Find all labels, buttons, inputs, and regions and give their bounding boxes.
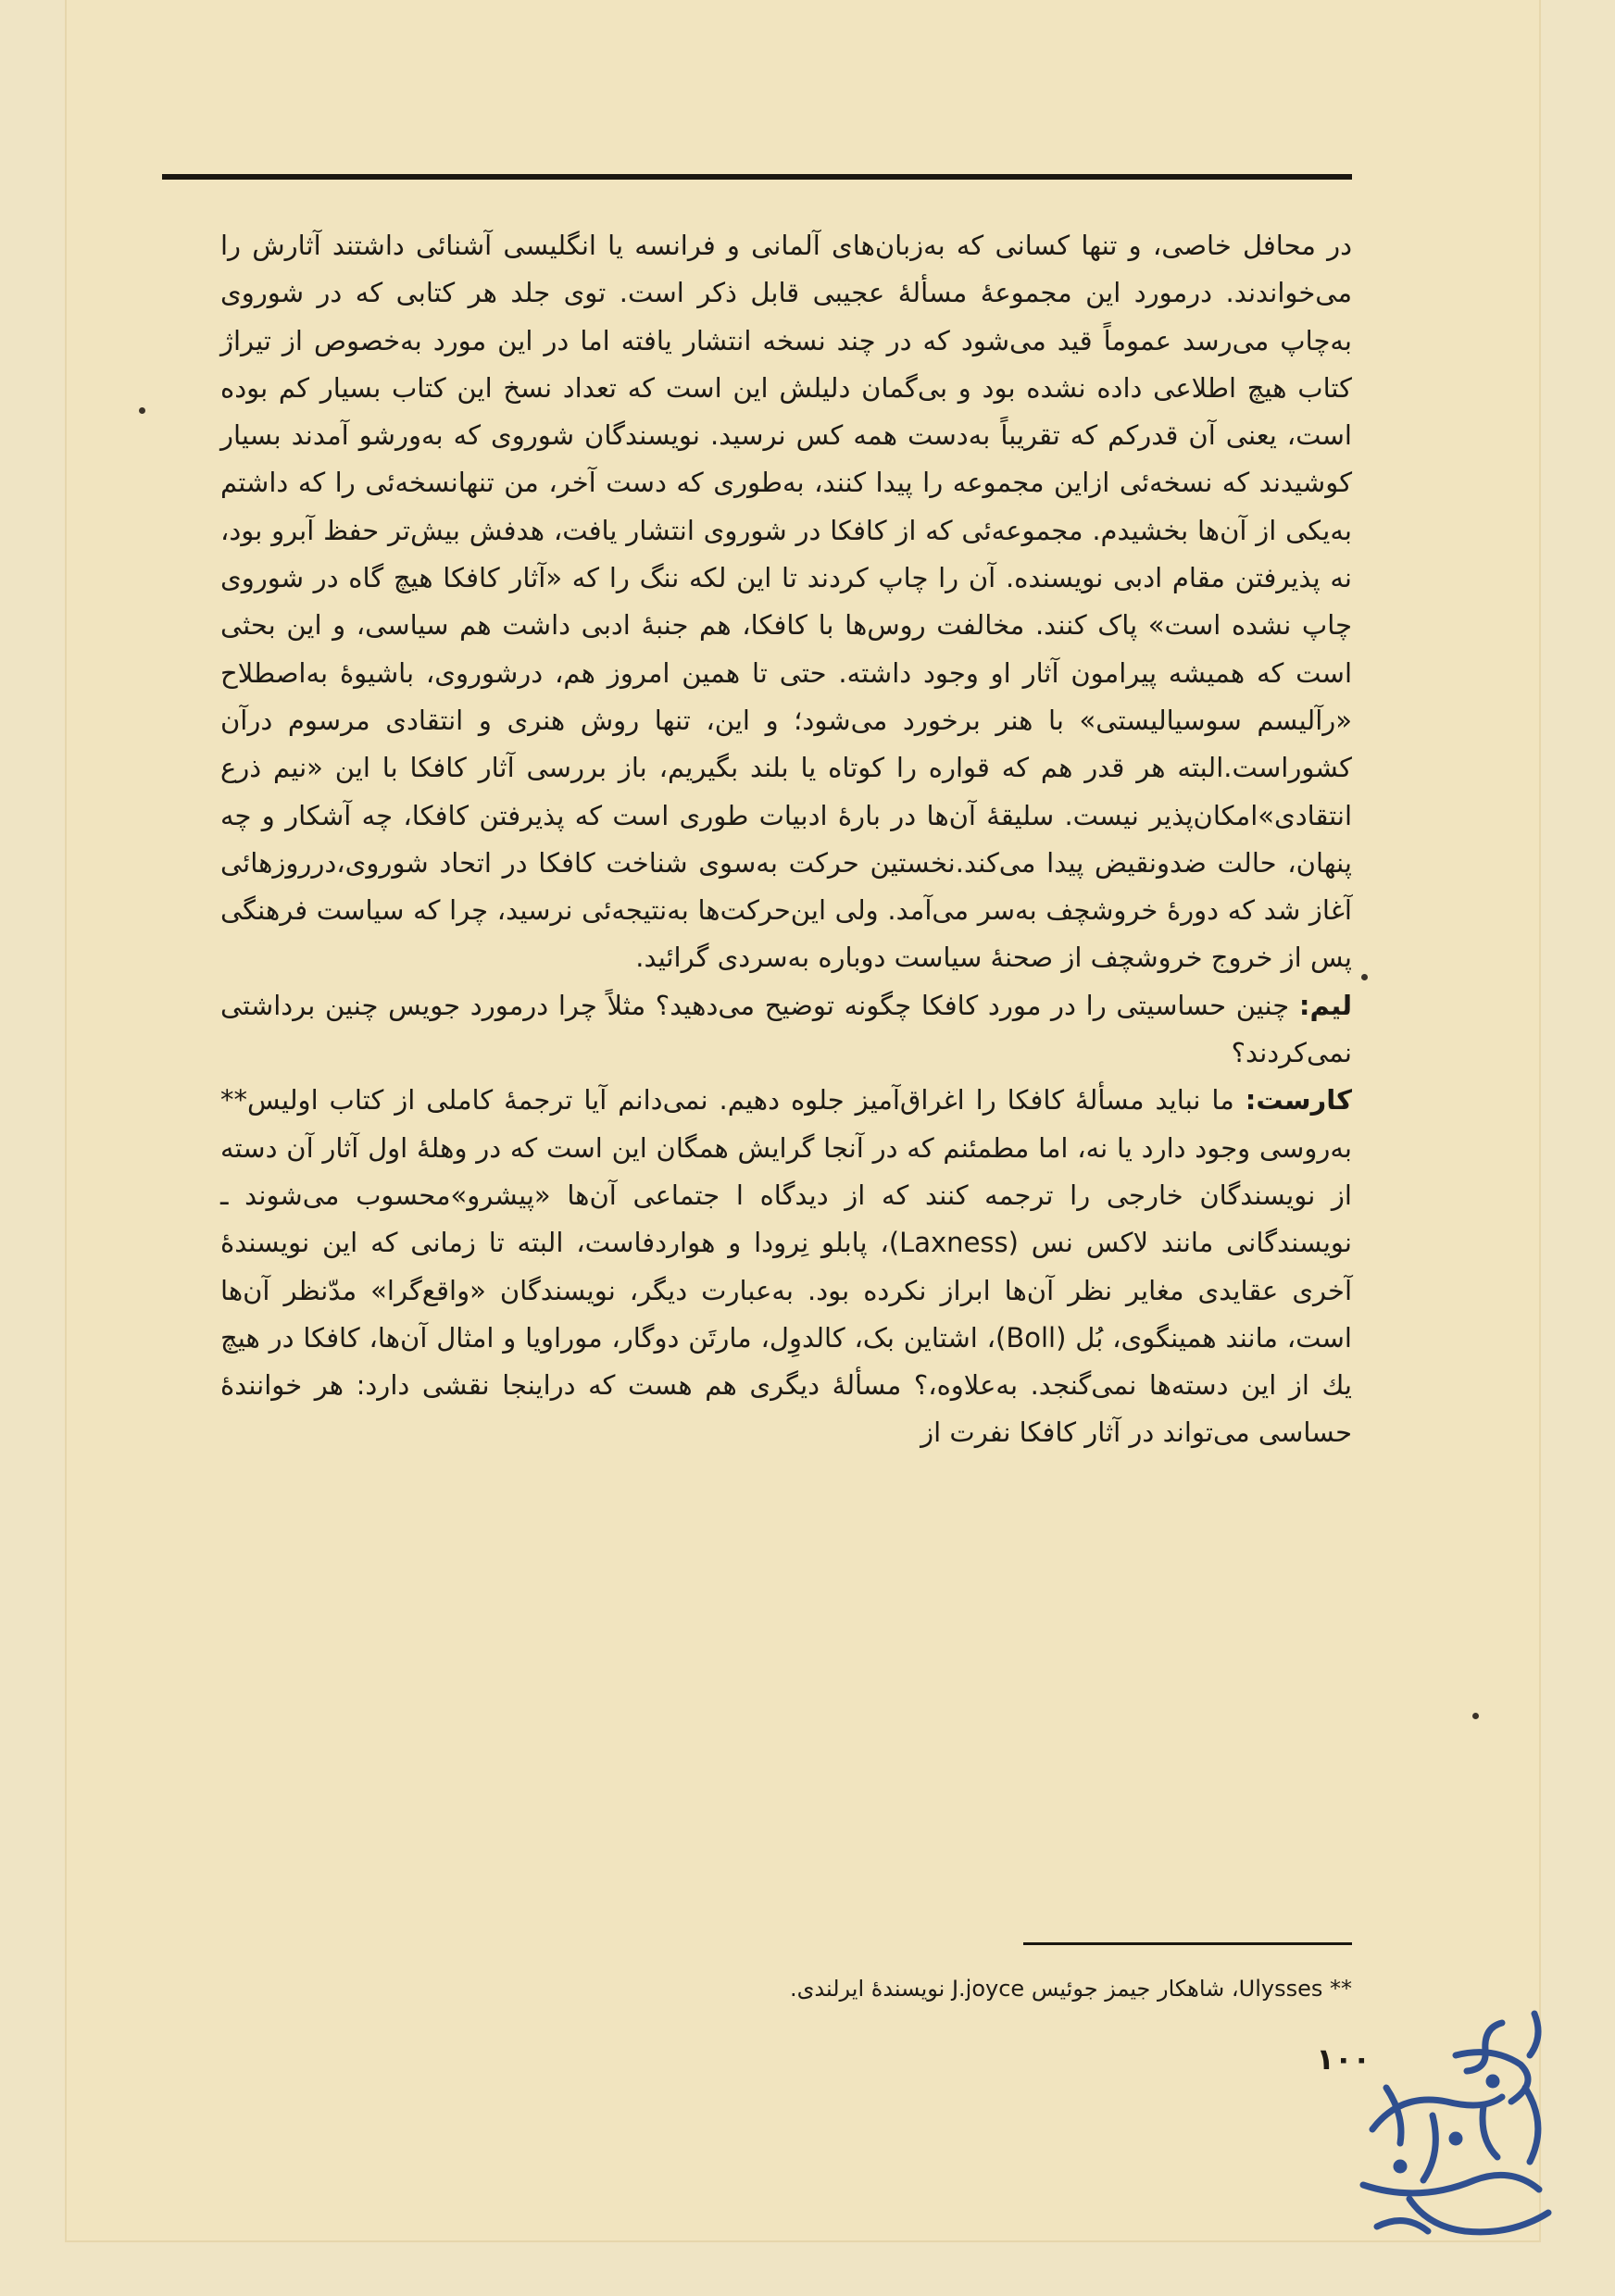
- interview-question: [220, 982, 1352, 1078]
- library-stamp-icon: [1345, 2000, 1576, 2250]
- footnote: ** Ulysses، شاهکار جیمز جوئیس J.joyce نویسندهٔ ایرلندی.: [789, 1976, 1352, 2002]
- ink-speck: [1472, 1713, 1479, 1719]
- footnote-rule: [1023, 1942, 1352, 1945]
- body-text: [220, 222, 1352, 1457]
- page-number: ۱۰۰: [1316, 2041, 1371, 2077]
- answer-text: ما نباید مسألهٔ کافکا را اغراق‌آمیز جلوه دهیم. نمی‌دانم آیا ترجمهٔ کاملی از کتاب اولیس** به‌روسی وجود دارد یا نه، اما مطمئنم که در آنجا گرایش همگان این است که در وهلهٔ اول آثار آن دسته از نویسندگان خارجی را ترجمه کنند که از دیدگاه ا جتماعی آن‌ها «پیشرو»محسوب می‌شوند ـ نویسندگانی مانند لاکس نس (Laxness)، پابلو نِرودا و هواردفاست، البته تا زمانی که این نویسندهٔ آخری عقایدی مغایر نظر آن‌ها ابراز نکرده بود. به‌عبارت دیگر، نویسندگان «واقع‌گرا» مدّنظر آن‌ها است، مانند همینگوی، بُل (Boll)، اشتاین بک، کالدوِل، مارتَن دوگار، موراویا و امثال آن‌ها، کافکا در هیچ یك از این دسته‌ها نمی‌گنجد. به‌علاوه،؟ مسألهٔ دیگری هم هست که دراینجا نقشی دارد: هر خوانندهٔ حساسی می‌تواند در آثار کافکا نفرت از: [220, 1084, 1352, 1449]
- ink-speck: [139, 407, 145, 414]
- paragraph-1: در محافل خاصی، و تنها کسانی که به‌زبان‌های آلمانی و فرانسه یا انگلیسی آشنائی داشتند آثارش را می‌خواندند. درمورد این مجموعهٔ مسألهٔ عجیبی قابل ذکر است. توی جلد هر کتابی که در شوروی به‌چاپ می‌رسد عموماً قید می‌شود که در چند نسخه انتشار یافته اما در این مورد به‌خصوص از تیراژ کتاب هیچ اطلاعی داده نشده بود و بی‌گمان دلیلش این است که تعداد نسخ این کتاب بسیار کم بوده است، یعنی آن قدرکم که تقریباً به‌دست همه کس نرسید. نویسندگان شوروی که به‌ورشو آمدند بسیار کوشیدند که نسخه‌ئی ازاین مجموعه را پیدا کنند، به‌طوری که دست آخر، من تنهانسخه‌ئی را که داشتم به‌یکی از آن‌ها بخشیدم. مجموعه‌ئی که از کافکا در شوروی انتشار یافت، هدفش بیش‌تر حفظ آبرو بود، نه پذیرفتن مقام ادبی نویسنده. آن را چاپ کردند تا این لکه ننگ را که «آثار کافکا هیچ گاه در شوروی چاپ نشده است» پاک کنند. مخالفت روس‌ها با کافکا، هم جنبهٔ ادبی داشت هم سیاسی، و این بحثی است که همیشه پیرامون آثار او وجود داشته. حتی تا همین امروز هم، درشوروی، باشیوهٔ به‌اصطلاح «رآلیسم سوسیالیستی» با هنر برخورد می‌شود؛ و این، تنها روش هنری و انتقادی مرسوم درآن کشوراست.البته هر قدر هم که قواره را کوتاه یا بلند بگیریم، باز بررسی آثار کافکا با این «نیم ذرع انتقادی»امکان‌پذیر نیست. سلیقهٔ آن‌ها در بارهٔ ادبیات طوری است که پذیرفتن کافکا، چه آشکار و چه پنهان، حالت ضدونقیض پیدا می‌کند.نخستین حرکت به‌سوی شناخت کافکا در اتحاد شوروی،درروزهائی آغاز شد که دورهٔ خروشچف به‌سر می‌آمد. ولی این‌حرکت‌ها به‌نتیجه‌ئی نرسید، چرا که سیاست فرهنگی پس از خروج خروشچف از صحنهٔ سیاست دوباره به‌سردی گرائید.: [220, 230, 1352, 974]
- header-rule: [162, 174, 1352, 180]
- interview-answer: [220, 1077, 1352, 1456]
- speaker-karst: کارست:: [1245, 1084, 1352, 1117]
- speaker-lem: لیم:: [1298, 989, 1352, 1021]
- ink-speck: [1361, 974, 1368, 980]
- question-text: چنین حساسیتی را در مورد کافکا چگونه توضیح می‌دهید؟ مثلاً چرا درمورد جویس چنین برداشتی نمی‌کردند؟: [220, 989, 1352, 1069]
